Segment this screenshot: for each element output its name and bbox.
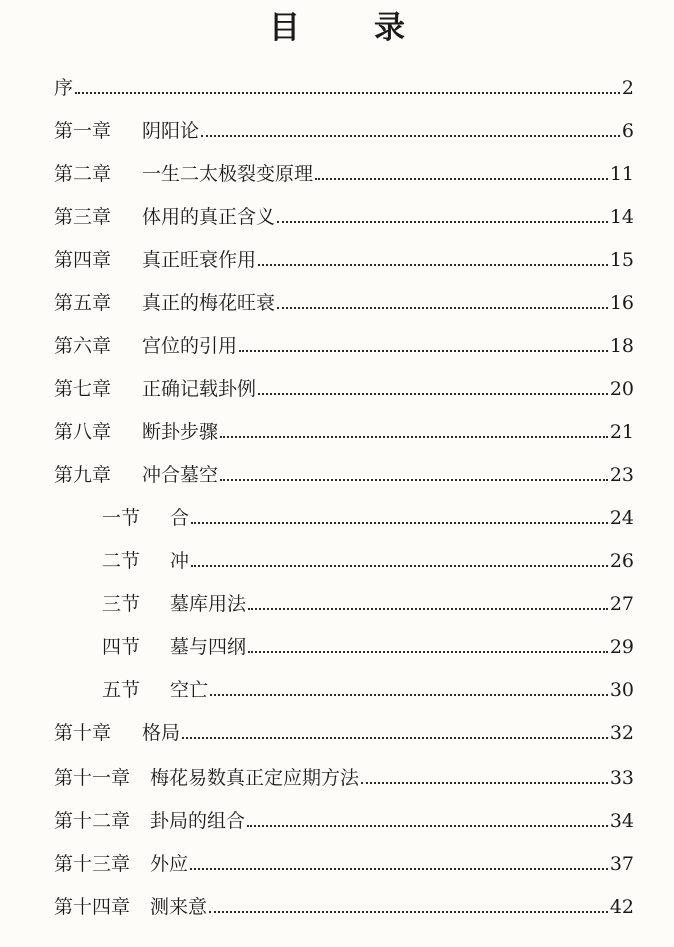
toc-page-number: 42 — [609, 896, 634, 918]
toc-entry-label — [102, 678, 208, 702]
toc-entry-title: 断卦步骤 — [142, 421, 219, 443]
toc-chapter-number: 第十三章 — [54, 853, 131, 875]
toc-entry-label — [54, 463, 218, 487]
toc-entry-label — [54, 76, 73, 100]
toc-chapter-row — [54, 803, 634, 833]
toc-chapter-number: 第六章 — [54, 335, 112, 357]
toc-entry-title: 体用的真正含义 — [142, 206, 276, 228]
dot-leader — [182, 736, 608, 739]
toc-entry-title: 宫位的引用 — [142, 335, 238, 357]
toc-entry-title: 卦局的组合 — [150, 810, 246, 832]
toc-page-number: 37 — [609, 853, 634, 875]
dot-leader — [248, 607, 608, 610]
toc-section-row — [102, 500, 634, 530]
toc-chapter-row — [54, 242, 634, 272]
toc-chapter-row — [54, 889, 634, 919]
toc-entry-title: 格局 — [142, 722, 181, 744]
toc-entry-title: 阴阳论 — [142, 120, 200, 142]
toc-page-number: 23 — [609, 464, 634, 486]
page-title — [0, 2, 674, 47]
dot-leader — [190, 867, 608, 870]
toc-page-number: 27 — [609, 593, 634, 615]
toc-entry-title: 真正旺衰作用 — [142, 249, 257, 271]
toc-entry-label — [54, 119, 199, 143]
toc-chapter-row — [54, 846, 634, 876]
toc-entry-title: 冲合墓空 — [142, 464, 219, 486]
toc-chapter-row — [54, 328, 634, 358]
toc-chapter-row — [54, 156, 634, 186]
dot-leader — [315, 177, 608, 180]
toc-chapter-row — [54, 371, 634, 401]
toc-chapter-row — [54, 414, 634, 444]
toc-chapter-row — [54, 760, 634, 790]
dot-leader — [258, 392, 608, 395]
toc-entry-title: 梅花易数真正定应期方法 — [150, 767, 360, 789]
toc-page-number: 14 — [609, 206, 634, 228]
toc-page-number: 24 — [609, 507, 634, 529]
dot-leader — [75, 91, 620, 94]
toc-page-number: 34 — [609, 810, 634, 832]
toc-page-number: 11 — [609, 163, 634, 185]
toc-entry-label — [54, 377, 256, 401]
toc-chapter-number: 第十四章 — [54, 896, 131, 918]
dot-leader — [277, 220, 608, 223]
toc-page-number: 29 — [609, 636, 634, 658]
toc-entry-label — [54, 205, 275, 229]
toc-chapter-row — [54, 715, 634, 745]
toc-page-number: 26 — [609, 550, 634, 572]
dot-leader — [210, 693, 608, 696]
toc-page-number: 15 — [609, 249, 634, 271]
toc-chapter-number: 第七章 — [54, 378, 112, 400]
dot-leader — [191, 564, 608, 567]
dot-leader — [247, 824, 608, 827]
toc-entry-title: 一生二太极裂变原理 — [142, 163, 314, 185]
toc-page-number: 2 — [621, 77, 634, 99]
toc-chapter-number: 第十章 — [54, 722, 112, 744]
toc-entry-label — [102, 592, 246, 616]
toc-page-number: 16 — [609, 292, 634, 314]
toc-page-number: 18 — [609, 335, 634, 357]
toc-entry-label — [54, 766, 359, 790]
toc-entry-label — [54, 248, 256, 272]
toc-entry-title: 外应 — [150, 853, 189, 875]
toc-section-row — [102, 586, 634, 616]
toc-chapter-number: 第八章 — [54, 421, 112, 443]
dot-leader — [220, 478, 608, 481]
dot-leader — [248, 650, 608, 653]
toc-chapter-row — [54, 199, 634, 229]
toc-chapter-number: 第九章 — [54, 464, 112, 486]
toc-entry-title: 正确记载卦例 — [142, 378, 257, 400]
toc-entry-label — [102, 635, 246, 659]
toc-chapter-row — [54, 70, 634, 100]
toc-entry-title: 墓与四纲 — [170, 636, 247, 658]
title-char-2: 录 — [374, 10, 405, 46]
toc-chapter-number: 第十一章 — [54, 767, 131, 789]
toc-page-number: 21 — [609, 421, 634, 443]
toc-entry-label — [102, 549, 189, 573]
toc-chapter-row — [54, 113, 634, 143]
toc-chapter-number: 第四章 — [54, 249, 112, 271]
toc-entry-label — [54, 721, 180, 745]
toc-page-number: 30 — [609, 679, 634, 701]
toc-page-number: 32 — [609, 722, 634, 744]
toc-entry-label — [54, 334, 237, 358]
toc-entry-label — [54, 291, 275, 315]
toc-chapter-number: 一节 — [102, 507, 141, 529]
dot-leader — [209, 910, 608, 913]
dot-leader — [220, 435, 608, 438]
toc-section-row — [102, 543, 634, 573]
dot-leader — [191, 521, 608, 524]
toc-entry-label — [54, 162, 313, 186]
title-char-1: 目 — [269, 10, 300, 46]
toc-chapter-number: 序 — [54, 77, 74, 99]
toc-entry-label — [102, 506, 189, 530]
toc-chapter-number: 第十二章 — [54, 810, 131, 832]
toc-entry-title: 测来意 — [150, 896, 208, 918]
dot-leader — [201, 134, 620, 137]
toc-entry-label — [54, 420, 218, 444]
dot-leader — [361, 781, 608, 784]
toc-section-row — [102, 629, 634, 659]
toc-chapter-number: 第五章 — [54, 292, 112, 314]
toc-entry-title: 墓库用法 — [170, 593, 247, 615]
dot-leader — [258, 263, 608, 266]
toc-entry-title: 真正的梅花旺衰 — [142, 292, 276, 314]
toc-chapter-number: 二节 — [102, 550, 141, 572]
toc-entry-label — [54, 895, 207, 919]
toc-page-number: 20 — [609, 378, 634, 400]
toc-entry-label — [54, 852, 188, 876]
toc-page-number: 6 — [621, 120, 634, 142]
toc-chapter-number: 第一章 — [54, 120, 112, 142]
toc-chapter-row — [54, 285, 634, 315]
toc-chapter-number: 第三章 — [54, 206, 112, 228]
toc-page-number: 33 — [609, 767, 634, 789]
dot-leader — [277, 306, 608, 309]
toc-chapter-number: 四节 — [102, 636, 141, 658]
toc-chapter-number: 第二章 — [54, 163, 112, 185]
toc-entry-title: 冲 — [170, 550, 190, 572]
toc-entry-title: 空亡 — [170, 679, 209, 701]
toc-chapter-row — [54, 457, 634, 487]
toc-chapter-number: 五节 — [102, 679, 141, 701]
toc-entry-title: 合 — [170, 507, 190, 529]
toc-chapter-number: 三节 — [102, 593, 141, 615]
toc-entry-label — [54, 809, 245, 833]
dot-leader — [239, 349, 608, 352]
toc-section-row — [102, 672, 634, 702]
